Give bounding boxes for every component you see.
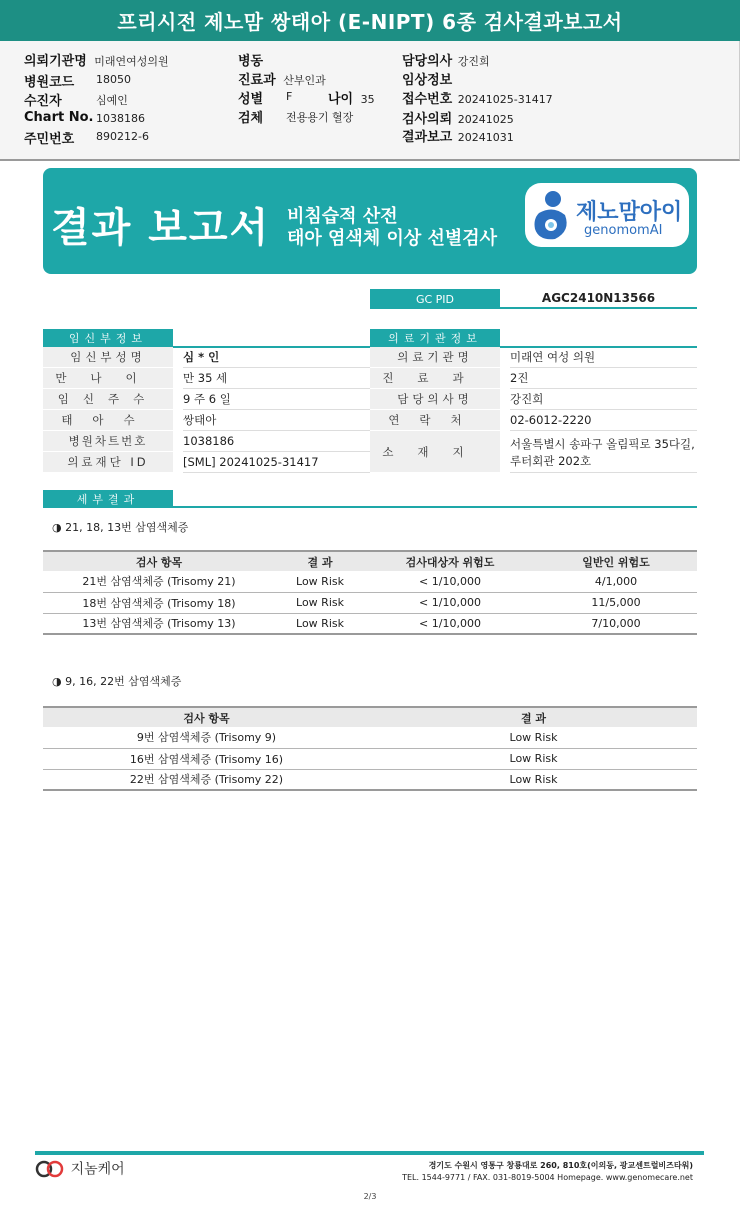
gestation-label: 임신주수 [43,389,173,410]
foundation-id-label: 의료재단 ID [43,452,173,473]
chart-number-value: 1038186 [183,431,370,452]
table2-header-row [43,707,697,727]
patient-name-label: 임신부성명 [43,347,173,368]
table-cell: 13번 삼염색체증 (Trisomy 13) [43,613,275,634]
table-cell: 4/1,000 [535,571,697,592]
header-receipt-no: 접수번호 20241025-31417 [402,92,553,107]
address-line2: 루터회관 202호 [510,454,592,468]
clinic-name-label: 의료기관명 [370,347,500,368]
genomom-logo [525,183,689,247]
section2-title: ◑ 9, 16, 22번 삼염색체증 [52,675,182,688]
table-row [43,571,697,592]
gestation-value: 9 주 6 일 [183,389,370,410]
contact-value: 02-6012-2220 [510,410,697,431]
footer-company-logo [35,1158,125,1179]
table-cell: < 1/10,000 [365,592,535,613]
logo-korean-text: 제노맘아이 [576,200,683,225]
table-cell: 21번 삼염색체증 (Trisomy 21) [43,571,275,592]
tab-detailed-results: 세부결과 [43,490,173,508]
table-row [43,769,697,790]
clinic-name-value: 미래연 여성 의원 [510,347,697,368]
header-request-date: 검사의뢰 20241025 [402,112,514,127]
table2-header-result: 결 과 [370,707,697,727]
results-table-1 [43,550,697,635]
table-cell: < 1/10,000 [365,571,535,592]
header-age: 나이 35 [328,92,375,107]
section1-title: ◑ 21, 18, 13번 삼염색체증 [52,521,189,534]
table-cell: Low Risk [275,571,365,592]
table-row [43,727,697,748]
header-patient-name: 수진자 심예인 [24,94,128,109]
table-cell: 22번 삼염색체증 (Trisomy 22) [43,769,370,790]
gc-pid-value: AGC2410N13566 [500,289,697,309]
table1-header-subject-risk: 검사대상자 위험도 [365,551,535,571]
tab-patient-info: 임신부정보 [43,329,173,347]
gc-pid-label: GC PID [370,289,500,309]
table-cell: 16번 삼염색체증 (Trisomy 16) [43,748,370,769]
clinic-dept-value: 2진 [510,368,697,389]
header-sex: 성별 F [238,90,293,107]
contact-label: 연락처 [370,410,500,431]
table-row [43,592,697,613]
table1-header-general-risk: 일반인 위험도 [535,551,697,571]
logo-english-text: genomomAI [584,223,663,238]
header-hospital-name: 의뢰기관명 미래연여성의원 [24,54,169,69]
header-department: 진료과 산부인과 [238,73,326,88]
header-ward: 병동 [238,54,264,69]
header-hospital-code: 병원코드 18050 [24,73,131,90]
footer-address: 경기도 수원시 영통구 창룡대로 260, 810호(이의동, 광교센트럴비즈타워) [428,1161,693,1170]
table-cell: 11/5,000 [535,592,697,613]
table-cell: Low Risk [370,769,697,790]
chart-number-label: 병원차트번호 [43,431,173,452]
genomecare-logo-icon [35,1160,65,1178]
table-cell: < 1/10,000 [365,613,535,634]
table-cell: Low Risk [275,592,365,613]
banner-title: 결과 보고서 [51,205,271,251]
header-clinical-info: 임상정보 [402,73,453,88]
header-info-box [0,41,740,161]
header-resident-no: 주민번호 890212-6 [24,130,149,147]
banner-subtitle-line2: 태아 염색체 이상 선별검사 [287,228,498,249]
footer-divider [35,1151,704,1155]
doctor-name-label: 담당의사명 [370,389,500,410]
table1-header-item: 검사 항목 [43,551,275,571]
header-doctor: 담당의사 강진희 [402,54,490,69]
patient-age-value: 만 35 세 [183,368,370,389]
doctor-name-value: 강진희 [510,389,697,410]
patient-name-value: 심 * 인 [183,347,370,368]
fetus-count-label: 태아수 [43,410,173,431]
table-cell: Low Risk [275,613,365,634]
banner-subtitle-line1: 비침습적 산전 [287,206,398,227]
genomom-logo-icon [529,187,573,243]
table2-header-item: 검사 항목 [43,707,370,727]
report-banner [43,168,697,274]
table-cell: Low Risk [370,727,697,748]
table-cell: 9번 삼염색체증 (Trisomy 9) [43,727,370,748]
fetus-count-value: 쌍태아 [183,410,370,431]
table-row [43,613,697,634]
footer-contact: TEL. 1544-9771 / FAX. 031-8019-5004 Homepage. www.genomecare.net [402,1173,693,1182]
table1-header-result: 결 과 [275,551,365,571]
table-cell: Low Risk [370,748,697,769]
footer-address-block [402,1160,693,1184]
table-cell: 18번 삼염색체증 (Trisomy 18) [43,592,275,613]
details-tab-underline [43,506,697,508]
address-value [510,431,697,473]
tab-clinic-info: 의료기관정보 [370,329,500,347]
footer-company-name: 지놈케어 [70,1161,125,1178]
table1-header-row [43,551,697,571]
table-row [43,748,697,769]
address-label: 소재지 [370,431,500,473]
header-report-date: 결과보고 20241031 [402,130,514,145]
header-chart-no: Chart No. 1038186 [24,110,145,125]
results-table-2 [43,706,697,791]
foundation-id-value: [SML] 20241025-31417 [183,452,370,473]
table-cell: 7/10,000 [535,613,697,634]
report-title: 프리시전 제노맘 쌍태아 (E-NIPT) 6종 검사결과보고서 [0,0,740,41]
page-number: 2/3 [363,1192,377,1201]
patient-age-label: 만나이 [43,368,173,389]
clinic-dept-label: 진료과 [370,368,500,389]
address-line1: 서울특별시 송파구 올림픽로 35다길, [510,437,695,451]
header-specimen: 검체 전용용기 혈장 [238,111,354,126]
